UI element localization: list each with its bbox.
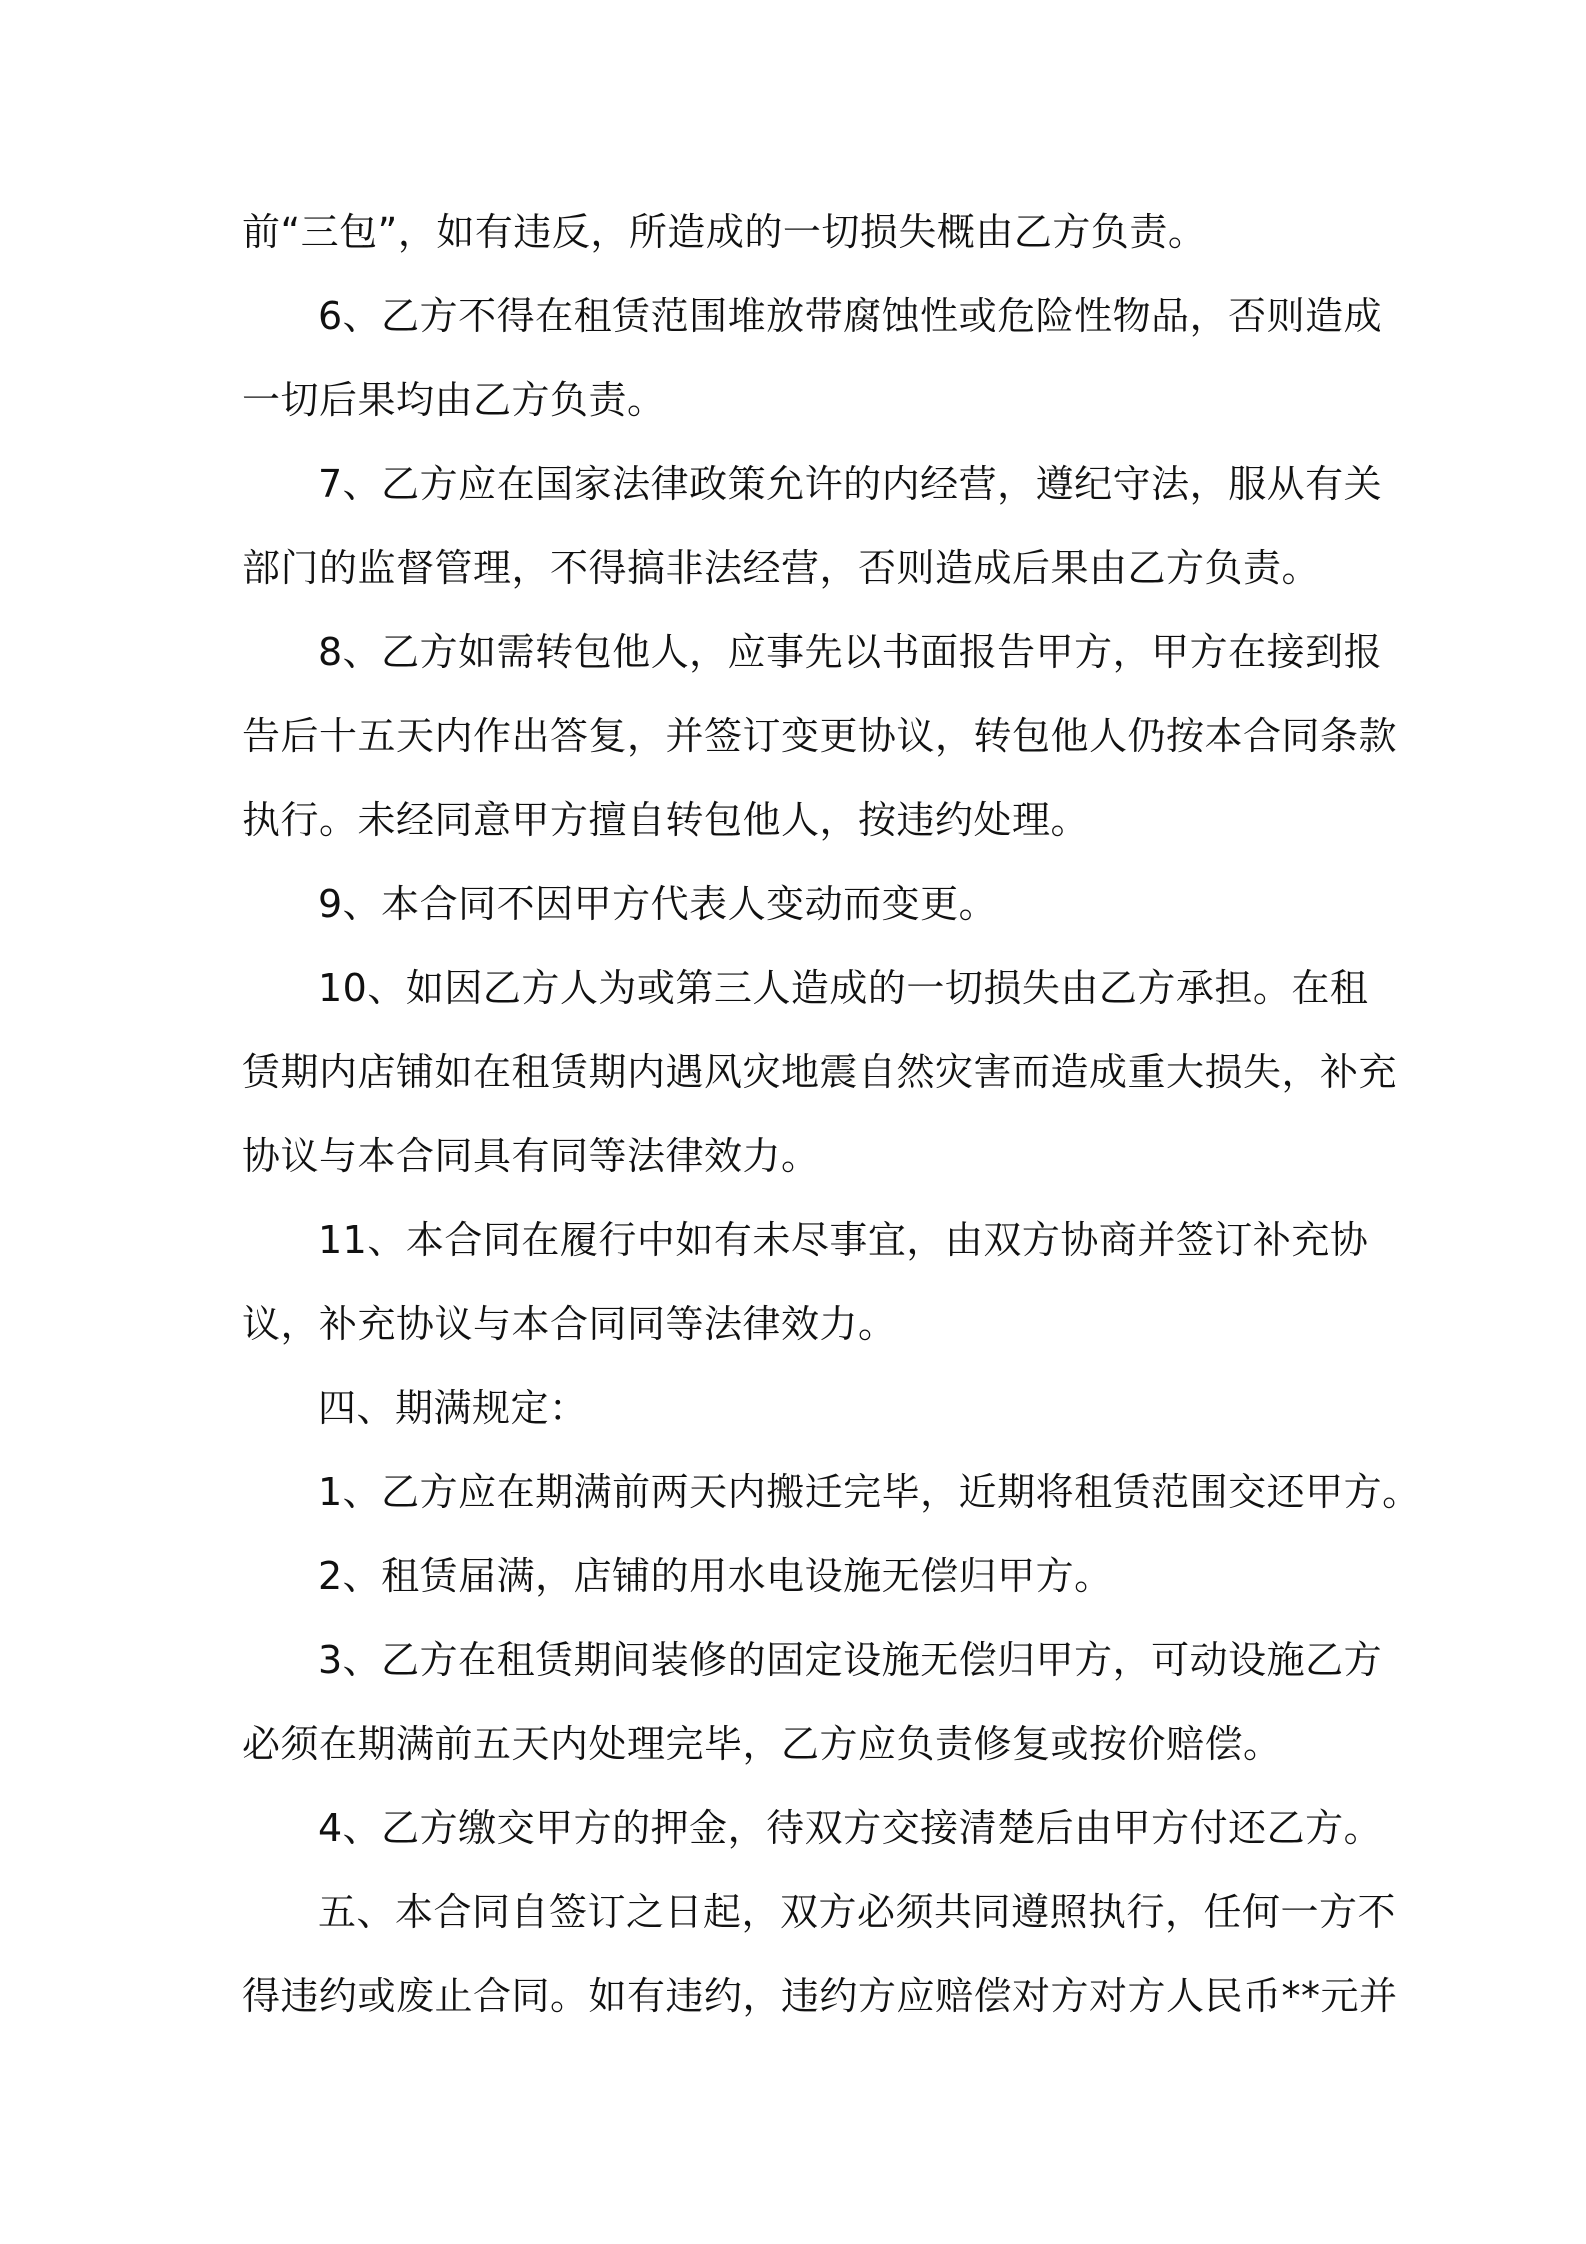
text-line: 赁期内店铺如在租赁期内遇风灾地震自然灾害而造成重大损失，补充: [242, 1050, 1398, 1094]
section-heading: 四、期满规定：: [318, 1386, 588, 1430]
text-line: 6、乙方不得在租赁范围堆放带腐蚀性或危险性物品，否则造成: [318, 294, 1383, 338]
text-line: 前“三包”，如有违反，所造成的一切损失概由乙方负责。: [242, 210, 1207, 254]
text-line: 3、乙方在租赁期间装修的固定设施无偿归甲方，可动设施乙方: [318, 1638, 1383, 1682]
text-line: 9、本合同不因甲方代表人变动而变更。: [318, 882, 998, 926]
text-line: 4、乙方缴交甲方的押金，待双方交接清楚后由甲方付还乙方。: [318, 1806, 1383, 1850]
text-line: 10、如因乙方人为或第三人造成的一切损失由乙方承担。在租: [318, 966, 1369, 1010]
text-line: 8、乙方如需转包他人，应事先以书面报告甲方，甲方在接到报: [318, 630, 1383, 674]
text-line: 11、本合同在履行中如有未尽事宜，由双方协商并签订补充协: [318, 1218, 1369, 1262]
text-line: 协议与本合同具有同等法律效力。: [242, 1134, 820, 1178]
text-line: 部门的监督管理，不得搞非法经营，否则造成后果由乙方负责。: [242, 546, 1321, 590]
text-line: 7、乙方应在国家法律政策允许的内经营，遵纪守法，服从有关: [318, 462, 1383, 506]
text-line: 执行。未经同意甲方擅自转包他人，按违约处理。: [242, 798, 1090, 842]
text-line: 一切后果均由乙方负责。: [242, 378, 666, 422]
text-line: 必须在期满前五天内处理完毕，乙方应负责修复或按价赔偿。: [242, 1722, 1282, 1766]
text-line: 得违约或废止合同。如有违约，违约方应赔偿对方对方人民币**元并: [242, 1974, 1398, 2018]
text-line: 1、乙方应在期满前两天内搬迁完毕，近期将租赁范围交还甲方。: [318, 1470, 1421, 1514]
document-body: [242, 190, 1421, 2038]
text-line: 五、本合同自签订之日起，双方必须共同遵照执行，任何一方不: [318, 1890, 1397, 1934]
text-line: 告后十五天内作出答复，并签订变更协议，转包他人仍按本合同条款: [242, 714, 1398, 758]
text-line: 2、租赁届满，店铺的用水电设施无偿归甲方。: [318, 1554, 1113, 1598]
text-line: 议，补充协议与本合同同等法律效力。: [242, 1302, 897, 1346]
